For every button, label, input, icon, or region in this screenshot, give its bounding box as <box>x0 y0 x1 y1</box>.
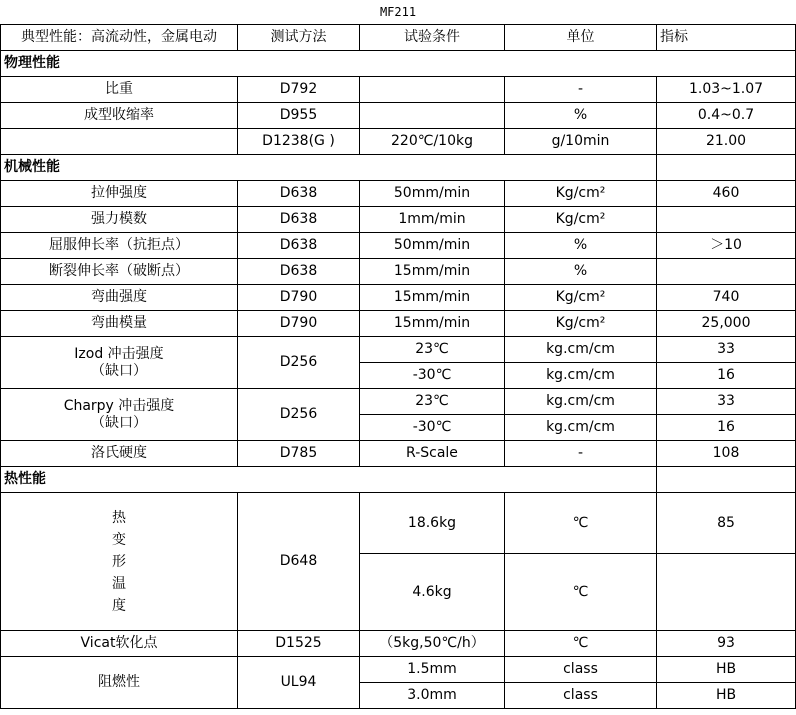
test-method: D1238(G ) <box>238 129 360 155</box>
test-condition <box>360 77 505 103</box>
property-name: 比重 <box>1 77 238 103</box>
unit: kg.cm/cm <box>505 389 657 415</box>
table-row <box>1 233 796 259</box>
unit: kg.cm/cm <box>505 415 657 441</box>
test-method: D1525 <box>238 631 360 657</box>
test-condition: 3.0mm <box>360 683 505 709</box>
test-method: D790 <box>238 285 360 311</box>
test-method: D785 <box>238 441 360 467</box>
property-name-char: 热 <box>112 509 126 526</box>
table-row <box>1 285 796 311</box>
unit: - <box>505 77 657 103</box>
test-condition: 1mm/min <box>360 207 505 233</box>
header-row <box>1 25 796 51</box>
title-row <box>1 0 796 25</box>
unit: kg.cm/cm <box>505 337 657 363</box>
test-condition: 50mm/min <box>360 181 505 207</box>
property-name-line1: Izod 冲击强度 <box>74 345 164 362</box>
test-condition: -30℃ <box>360 363 505 389</box>
header-value: 指标 <box>657 25 796 51</box>
value: 33 <box>657 389 796 415</box>
unit: Kg/cm² <box>505 181 657 207</box>
unit: Kg/cm² <box>505 311 657 337</box>
value: ＞10 <box>657 233 796 259</box>
unit: % <box>505 233 657 259</box>
value: HB <box>657 657 796 683</box>
test-condition <box>360 103 505 129</box>
value: 108 <box>657 441 796 467</box>
unit: % <box>505 259 657 285</box>
property-name-char: 形 <box>112 553 126 570</box>
unit: g/10min <box>505 129 657 155</box>
section-thermal-empty <box>657 467 796 493</box>
table-row <box>1 389 796 415</box>
test-method: D638 <box>238 259 360 285</box>
table-row <box>1 657 796 683</box>
table-row <box>1 337 796 363</box>
table-row <box>1 77 796 103</box>
property-name: 拉伸强度 <box>1 181 238 207</box>
test-method: D648 <box>238 493 360 631</box>
value: 740 <box>657 285 796 311</box>
unit: ℃ <box>505 554 657 631</box>
header-unit: 单位 <box>505 25 657 51</box>
unit: ℃ <box>505 631 657 657</box>
section-physical-row <box>1 51 796 77</box>
test-condition: 4.6kg <box>360 554 505 631</box>
test-condition: 15mm/min <box>360 259 505 285</box>
test-condition: 23℃ <box>360 337 505 363</box>
property-name-line2: （缺口） <box>91 362 147 379</box>
property-name: 屈服伸长率（抗拒点） <box>1 233 238 259</box>
property-name: 洛氏硬度 <box>1 441 238 467</box>
test-condition: R-Scale <box>360 441 505 467</box>
table-row <box>1 103 796 129</box>
value <box>657 554 796 631</box>
property-name <box>1 129 238 155</box>
table-row <box>1 181 796 207</box>
property-name: 弯曲强度 <box>1 285 238 311</box>
header-method: 测试方法 <box>238 25 360 51</box>
test-method: D256 <box>238 337 360 389</box>
header-performance: 典型性能：高流动性，金属电动 <box>1 25 238 51</box>
property-name <box>1 389 238 441</box>
property-name: 强力模数 <box>1 207 238 233</box>
test-condition: 50mm/min <box>360 233 505 259</box>
test-method: D638 <box>238 233 360 259</box>
unit: Kg/cm² <box>505 207 657 233</box>
property-name-char: 度 <box>112 597 126 614</box>
property-name-vertical <box>1 493 238 631</box>
unit: - <box>505 441 657 467</box>
table-row <box>1 311 796 337</box>
unit: % <box>505 103 657 129</box>
unit: kg.cm/cm <box>505 363 657 389</box>
property-name: 断裂伸长率（破断点） <box>1 259 238 285</box>
unit: Kg/cm² <box>505 285 657 311</box>
value: 0.4~0.7 <box>657 103 796 129</box>
value: 93 <box>657 631 796 657</box>
table-row <box>1 631 796 657</box>
test-condition: （5kg,50℃/h） <box>360 631 505 657</box>
property-name-char: 变 <box>112 531 126 548</box>
value: 85 <box>657 493 796 554</box>
test-condition: -30℃ <box>360 415 505 441</box>
value: 21.00 <box>657 129 796 155</box>
property-name-line1: Charpy 冲击强度 <box>63 397 175 414</box>
value: 25,000 <box>657 311 796 337</box>
test-condition: 23℃ <box>360 389 505 415</box>
value: 16 <box>657 363 796 389</box>
section-mechanical: 机械性能 <box>1 155 657 181</box>
value: 33 <box>657 337 796 363</box>
section-mechanical-empty <box>657 155 796 181</box>
test-method: D790 <box>238 311 360 337</box>
section-mechanical-row <box>1 155 796 181</box>
test-condition: 220℃/10kg <box>360 129 505 155</box>
header-condition: 试验条件 <box>360 25 505 51</box>
property-name: Vicat软化点 <box>1 631 238 657</box>
test-method: D256 <box>238 389 360 441</box>
table-row <box>1 259 796 285</box>
property-name: 阻燃性 <box>1 657 238 709</box>
value: 16 <box>657 415 796 441</box>
unit: class <box>505 657 657 683</box>
table-row <box>1 493 796 554</box>
value: 1.03~1.07 <box>657 77 796 103</box>
section-thermal-row <box>1 467 796 493</box>
unit: ℃ <box>505 493 657 554</box>
property-name <box>1 337 238 389</box>
property-name: 成型收缩率 <box>1 103 238 129</box>
test-condition: 15mm/min <box>360 285 505 311</box>
section-thermal: 热性能 <box>1 467 657 493</box>
value <box>657 259 796 285</box>
test-condition: 18.6kg <box>360 493 505 554</box>
test-method: D792 <box>238 77 360 103</box>
test-condition: 1.5mm <box>360 657 505 683</box>
test-method: D638 <box>238 181 360 207</box>
property-name: 弯曲模量 <box>1 311 238 337</box>
test-method: D638 <box>238 207 360 233</box>
test-method: D955 <box>238 103 360 129</box>
value: HB <box>657 683 796 709</box>
table-row <box>1 129 796 155</box>
unit: class <box>505 683 657 709</box>
table-row <box>1 207 796 233</box>
value <box>657 207 796 233</box>
section-physical: 物理性能 <box>1 51 796 77</box>
test-method: UL94 <box>238 657 360 709</box>
table-row <box>1 441 796 467</box>
test-condition: 15mm/min <box>360 311 505 337</box>
property-name-line2: （缺口） <box>91 414 147 431</box>
document-title: MF211 <box>1 0 796 25</box>
property-name-char: 温 <box>112 575 126 592</box>
value: 460 <box>657 181 796 207</box>
